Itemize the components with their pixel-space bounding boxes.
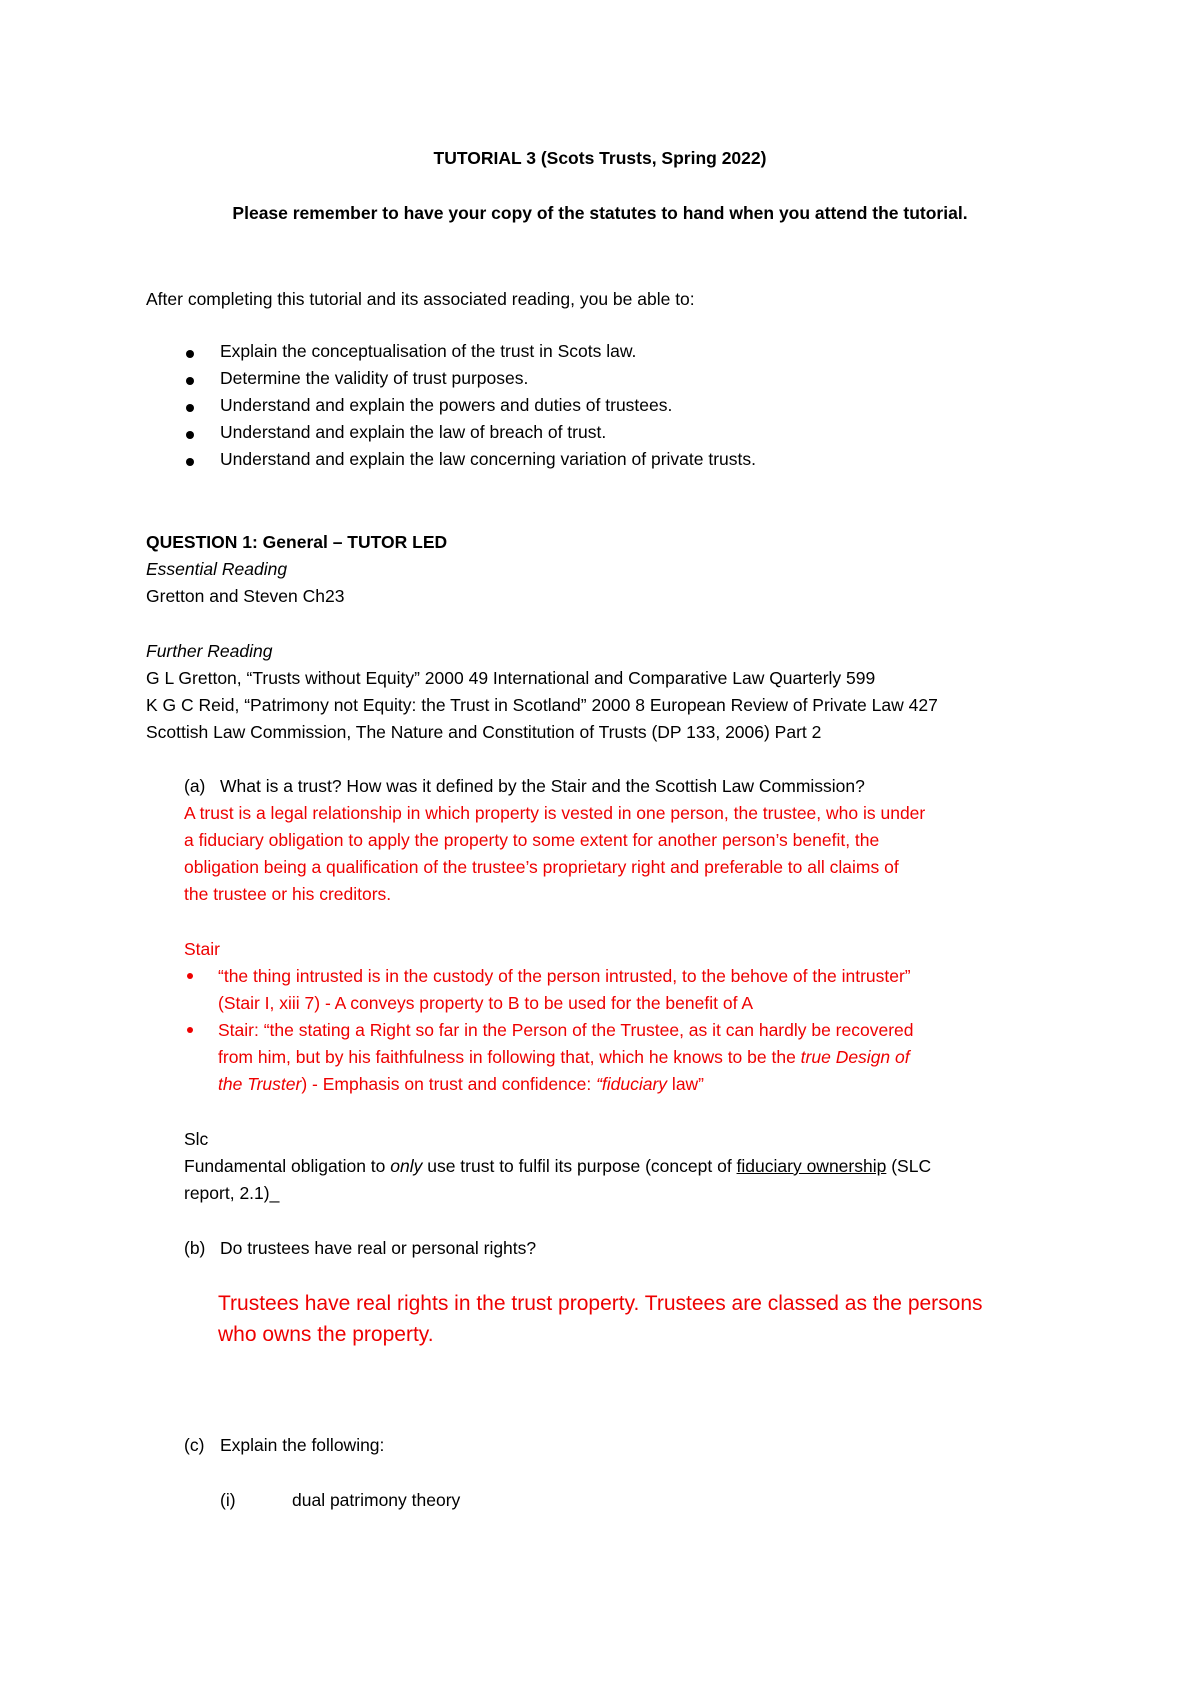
tutorial-title: TUTORIAL 3 (Scots Trusts, Spring 2022) bbox=[433, 148, 767, 168]
bullet-icon bbox=[186, 377, 194, 385]
slc-heading: Slc bbox=[184, 1129, 209, 1149]
slc-line: Fundamental obligation to only use trust to fulfil its purpose (concept of fiduciary ownership (SLC bbox=[184, 1156, 932, 1176]
slc-line: report, 2.1)_ bbox=[184, 1183, 280, 1203]
part-b-answer-line: Trustees have real rights in the trust property. Trustees are classed as the persons bbox=[218, 1292, 983, 1315]
bullet-icon bbox=[186, 458, 194, 466]
objectives-intro: After completing this tutorial and its associated reading, you be able to: bbox=[146, 289, 695, 309]
further-reading-item: G L Gretton, “Trusts without Equity” 2000 49 International and Comparative Law Quarterly 599 bbox=[146, 668, 876, 688]
part-b-label: (b) bbox=[184, 1238, 206, 1258]
part-c-label: (c) bbox=[184, 1435, 205, 1455]
bullet-icon bbox=[186, 431, 194, 439]
essential-reading: Gretton and Steven Ch23 bbox=[146, 586, 345, 606]
part-c-sub-text: dual patrimony theory bbox=[292, 1490, 461, 1510]
stair-quote-line: “the thing intrusted is in the custody of the person intrusted, to the behove of the intruster” bbox=[218, 966, 911, 986]
bullet-icon bbox=[186, 350, 194, 358]
part-b-answer-line: who owns the property. bbox=[218, 1323, 434, 1346]
part-a-answer-line: the trustee or his creditors. bbox=[184, 884, 392, 904]
essential-reading-label: Essential Reading bbox=[146, 559, 288, 579]
part-c-sub-label: (i) bbox=[220, 1490, 236, 1510]
part-a-answer-line: A trust is a legal relationship in which property is vested in one person, the trustee, who is under bbox=[184, 803, 926, 823]
stair-heading: Stair bbox=[184, 939, 220, 959]
part-a-label: (a) bbox=[184, 776, 206, 796]
bullet-icon bbox=[186, 404, 194, 412]
further-reading-label: Further Reading bbox=[146, 641, 273, 661]
stair-quote-line: the Truster) - Emphasis on trust and confidence: “fiduciary law” bbox=[218, 1074, 705, 1094]
further-reading-item: Scottish Law Commission, The Nature and Constitution of Trusts (DP 133, 2006) Part 2 bbox=[146, 722, 822, 742]
document-page: TUTORIAL 3 (Scots Trusts, Spring 2022) Please remember to have your copy of the statutes to hand when you attend the tutorial. After completing this tutorial and its associated reading, you be able to: Explain the conceptualisation of the trust in Scots law. Determine the validity of trust purposes. Understand and explain the powers and duties of trustees. Understand and explain the law of breach of trust. Understand and explain the law concerning variation of private trusts. QUESTION 1: General – TUTOR LED Essential Reading Gretton and Steven Ch23 Further Reading G L Gretton, “Trusts without Equity” 2000 49 International and Comparative Law Quarterly 599 K G C Reid, “Patrimony not Equity: the Trust in Scotland” 2000 8 European Review of Private Law 427 Scottish Law Commission, The Nature and Constitution of Trusts (DP 133, 2006) Part 2 (a) What is a trust? How was it defined by the Stair and the Scottish Law Commission? A trust is a legal relationship in which property is vested in one person, the trustee, who is under a fiduciary obligation to apply the property to some extent for another person’s benefit, the obligation being a qualification of the trustee’s proprietary right and preferable to all claims of the trustee or his creditors. Stair “the thing intrusted is in the custody of the person intrusted, to the behove of the intruster” (Stair I, xiii 7) - A conveys property to B to be used for the benefit of A Stair: “the stating a Right so far in the Person of the Trustee, as it can hardly be recovered from him, but by his faithfulness in following that, which he knows to be the true Design of the Truster) - Emphasis on trust and confidence: “fiduciary law” Slc Fundamental obligation to only use trust to fulfil its purpose (concept of fiduciary ownership (SLC report, 2.1)_ (b) Do trustees have real or personal rights? Trustees have real rights in the trust property. Trustees are classed as the persons who owns the property. (c) Explain the following: (i) dual patrimony theory bbox=[0, 0, 1200, 1698]
part-b-question: Do trustees have real or personal rights? bbox=[220, 1238, 537, 1258]
stair-quote-line: from him, but by his faithfulness in following that, which he knows to be the true Design of bbox=[218, 1047, 910, 1067]
statutes-reminder: Please remember to have your copy of the statutes to hand when you attend the tutorial. bbox=[232, 203, 968, 223]
stair-quote-line: Stair: “the stating a Right so far in the Person of the Trustee, as it can hardly be recovered bbox=[218, 1020, 914, 1040]
part-a-question: What is a trust? How was it defined by the Stair and the Scottish Law Commission? bbox=[220, 776, 865, 796]
stair-quote-line: (Stair I, xiii 7) - A conveys property to B to be used for the benefit of A bbox=[218, 993, 753, 1013]
question-1-heading: QUESTION 1: General – TUTOR LED bbox=[146, 532, 448, 552]
part-a-answer-line: obligation being a qualification of the trustee’s proprietary right and preferable to all claims of bbox=[184, 857, 899, 877]
further-reading-item: K G C Reid, “Patrimony not Equity: the Trust in Scotland” 2000 8 European Review of Private Law 427 bbox=[146, 695, 938, 715]
part-c-question: Explain the following: bbox=[220, 1435, 385, 1455]
part-a-answer-line: a fiduciary obligation to apply the property to some extent for another person’s benefit, the bbox=[184, 830, 880, 850]
bullet-icon bbox=[187, 1027, 193, 1033]
bullet-icon bbox=[187, 973, 193, 979]
